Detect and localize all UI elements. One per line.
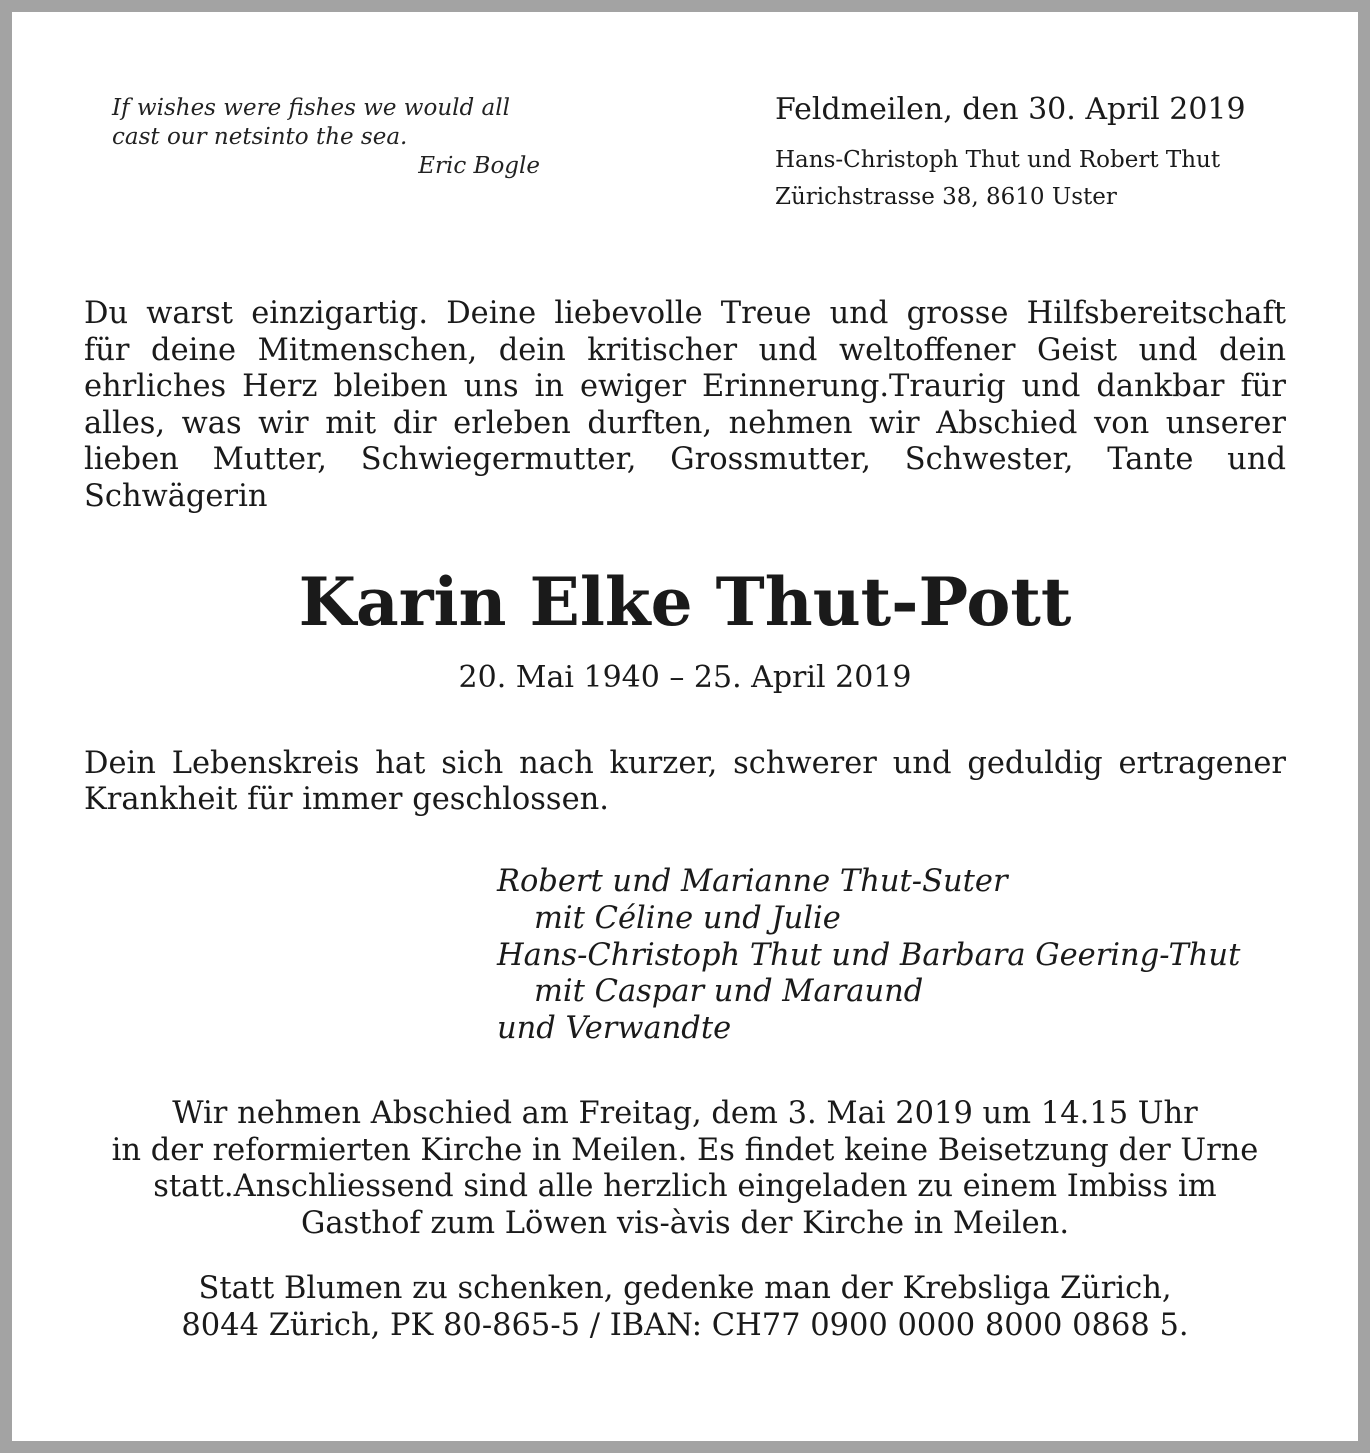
ceremony-line: Gasthof zum Löwen vis-àvis der Kirche in Meilen. xyxy=(300,1206,1070,1242)
deceased-name: Karin Elke Thut-Pott xyxy=(298,563,1072,641)
intro-paragraph xyxy=(84,296,1286,515)
mourner-line: Hans-Christoph Thut und Barbara Geering-Thut xyxy=(497,937,1241,973)
intro-line: Schwägerin xyxy=(84,478,268,514)
intro-line: Du warst einzigartig. Deine liebevolle Treue und grosse Hilfsbereitschaft xyxy=(84,296,1286,331)
mourner-line: mit Caspar und Maraund xyxy=(534,974,924,1010)
mourner-line: mit Céline und Julie xyxy=(534,900,841,936)
closing-line: Krankheit für immer geschlossen. xyxy=(84,782,609,817)
sender-names: Hans-Christoph Thut und Robert Thut xyxy=(775,147,1221,173)
sender-address: Zürichstrasse 38, 8610 Uster xyxy=(775,184,1117,210)
life-dates: 20. Mai 1940 – 25. April 2019 xyxy=(458,660,912,695)
closing-line: Dein Lebenskreis hat sich nach kurzer, schwerer und geduldig ertragener xyxy=(84,746,1286,781)
ceremony-line: statt.Anschliessend sind alle herzlich eingeladen zu einem Imbiss im xyxy=(153,1169,1217,1205)
ceremony-line: in der reformierten Kirche in Meilen. Es findet keine Beisetzung der Urne xyxy=(111,1132,1259,1168)
sender-block xyxy=(775,142,1335,216)
mourner-line: und Verwandte xyxy=(497,1011,732,1047)
ceremony-notice xyxy=(72,1096,1298,1243)
quote-author: Eric Bogle xyxy=(418,153,540,179)
donation-line: Statt Blumen zu schenken, gedenke man der Krebsliga Zürich, xyxy=(198,1271,1172,1306)
epigraph-quote xyxy=(112,94,552,181)
header-block xyxy=(775,90,1335,216)
ceremony-line: Wir nehmen Abschied am Freitag, dem 3. Mai 2019 um 14.15 Uhr xyxy=(172,1096,1198,1131)
closing-paragraph xyxy=(84,746,1286,818)
obituary-page xyxy=(12,12,1358,1441)
mourners-list xyxy=(497,864,1297,1048)
intro-line: alles, was wir mit dir erleben durften, nehmen wir Abschied von unserer xyxy=(84,405,1286,441)
donation-line: 8044 Zürich, PK 80-865-5 / IBAN: CH77 0900 0000 8000 0868 5. xyxy=(181,1308,1189,1343)
intro-line: ehrliches Herz bleiben uns in ewiger Erinnerung.Traurig und dankbar für xyxy=(84,369,1286,404)
intro-line: lieben Mutter, Schwiegermutter, Grossmutter, Schwester, Tante und xyxy=(84,442,1286,477)
intro-line: für deine Mitmenschen, dein kritischer und weltoffener Geist und dein xyxy=(84,332,1286,368)
mourner-line: Robert und Marianne Thut-Suter xyxy=(497,864,1008,899)
place-date: Feldmeilen, den 30. April 2019 xyxy=(775,92,1246,127)
donation-notice xyxy=(72,1270,1298,1344)
quote-line: cast our netsinto the sea. xyxy=(112,124,408,150)
quote-line: If wishes were fishes we would all xyxy=(112,95,510,121)
